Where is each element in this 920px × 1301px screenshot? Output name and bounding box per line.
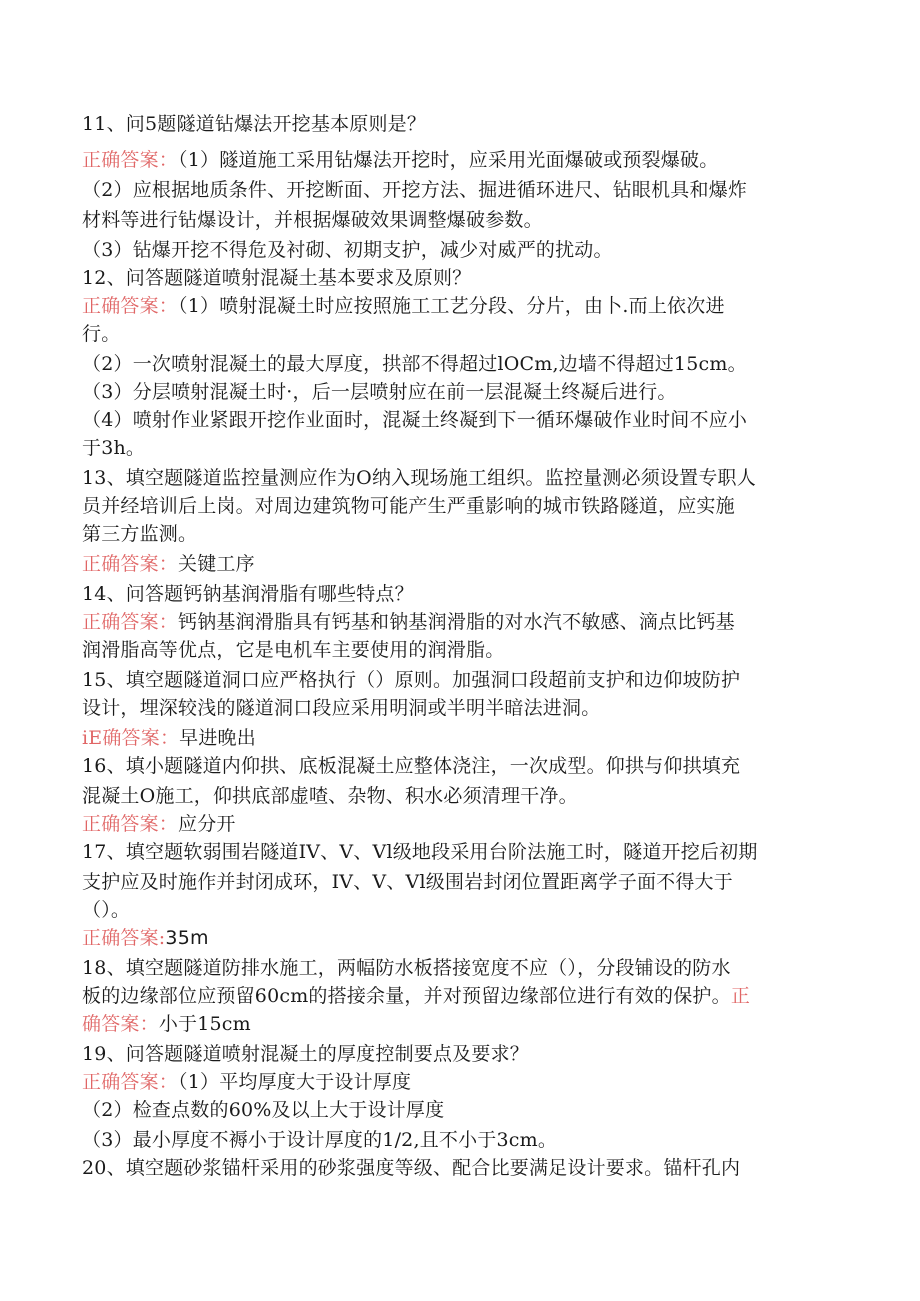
question-20-title: 20、填空题砂浆锚杆采用的砂浆强度等级、配合比要满足设计要求。锚杆孔内 <box>82 1157 741 1179</box>
answer-19-line: （3）最小厚度不褥小于设计厚度的1/2,且不小于3cm。 <box>82 1129 558 1151</box>
answer-label: iE确答案： <box>82 727 180 749</box>
answer-14: 正确答案：钙钠基润滑脂具有钙基和钠基润滑脂的对水汽不敏感、滴点比钙基 <box>82 611 735 633</box>
question-14-title: 14、问答题钙钠基润滑脂有哪些特点？ <box>82 583 414 605</box>
answer-label: 正确答案： <box>82 553 179 575</box>
answer-12-line: 于3h。 <box>82 437 146 459</box>
question-16-line: 混凝土O施工，仰拱底部虚喳、杂物、积水必须清理干净。 <box>82 785 578 807</box>
answer-19: 正确答案：（1）平均厚度大于设计厚度 <box>82 1071 412 1093</box>
answer-label: 正确答案： <box>82 149 179 171</box>
answer-label: 正确答案： <box>82 1071 179 1093</box>
answer-label: 正确答案: <box>82 927 166 949</box>
answer-11-line: 材料等进行钻爆设计，并根据爆破效果调整爆破参数。 <box>82 209 543 231</box>
question-11-title: 11、问5题隧道钻爆法开挖基本原则是？ <box>82 113 427 135</box>
answer-label: 正确答案： <box>82 813 179 835</box>
answer-17: 正确答案:35m <box>82 927 209 949</box>
answer-12-line: （4）喷射作业紧跟开挖作业面时，混凝土终凝到下一循环爆破作业时间不应小 <box>82 409 748 431</box>
question-17-line: 支护应及时施作并封闭成环，IV、V、Vl级围岩封闭位置距离学子面不得大于 <box>82 871 733 893</box>
question-13-line: 第三方监测。 <box>82 523 198 545</box>
answer-13: 正确答案：关键工序 <box>82 553 255 575</box>
question-15-line: 设计，埋深较浅的隧道洞口段应采用明洞或半明半暗法进洞。 <box>82 697 601 719</box>
answer-12-line: （2）一次喷射混凝土的最大厚度，拱部不得超过lOCm,边墙不得超过15cm。 <box>82 353 747 375</box>
question-13-title: 13、填空题隧道监控量测应作为O纳入现场施工组织。监控量测必须设置专职人 <box>82 467 756 489</box>
question-18-line: 板的边缘部位应预留60cm的搭接余量，并对预留边缘部位进行有效的保护。正 <box>82 985 751 1007</box>
answer-12-line: （3）分层喷射混凝土时·，后一层喷射应在前一层混凝土终凝后进行。 <box>82 381 677 403</box>
answer-label: 正 <box>730 985 751 1007</box>
answer-11-line: （2）应根据地质条件、开挖断面、开挖方法、掘进循环进尺、钻眼机具和爆炸 <box>82 179 748 201</box>
answer-11: 正确答案：（1）隧道施工采用钻爆法开挖时，应采用光面爆破或预裂爆破。 <box>82 149 719 171</box>
question-19-title: 19、问答题隧道喷射混凝土的厚度控制要点及要求？ <box>82 1043 529 1065</box>
question-16-title: 16、填小题隧道内仰拱、底板混凝土应整体浇注，一次成型。仰拱与仰拱填充 <box>82 755 741 777</box>
answer-label: 确答案： <box>82 1013 159 1035</box>
answer-12-line: 行。 <box>82 323 121 345</box>
question-17-line: （）。 <box>82 899 131 921</box>
answer-label: 正确答案： <box>82 611 179 633</box>
question-18-title: 18、填空题隧道防排水施工，两幅防水板搭接宽度不应（），分段铺设的防水 <box>82 957 731 979</box>
answer-15: iE确答案：早进晚出 <box>82 727 256 749</box>
answer-14-line: 润滑脂高等优点，它是电机车主要使用的润滑脂。 <box>82 639 505 661</box>
question-17-title: 17、填空题软弱围岩隧道IV、V、Vl级地段采用台阶法施工时，隧道开挖后初期 <box>82 841 758 863</box>
answer-16: 正确答案：应分开 <box>82 813 236 835</box>
answer-11-line: （3）钻爆开挖不得危及衬砌、初期支护，减少对威严的扰动。 <box>82 239 613 261</box>
answer-12: 正确答案：（1）喷射混凝土时应按照施工工艺分段、分片，由卜.而上依次进 <box>82 295 725 317</box>
answer-18: 确答案：小于15cm <box>82 1013 251 1035</box>
answer-label: 正确答案： <box>82 295 179 317</box>
question-12-title: 12、问答题隧道喷射混凝土基本要求及原则？ <box>82 267 472 289</box>
question-15-title: 15、填空题隧道洞口应严格执行（）原则。加强洞口段超前支护和边仰坡防护 <box>82 669 741 691</box>
question-13-line: 员并经培训后上岗。对周边建筑物可能产生严重影响的城市铁路隧道，应实施 <box>82 495 735 517</box>
answer-19-line: （2）检查点数的60%及以上大于设计厚度 <box>82 1099 445 1121</box>
